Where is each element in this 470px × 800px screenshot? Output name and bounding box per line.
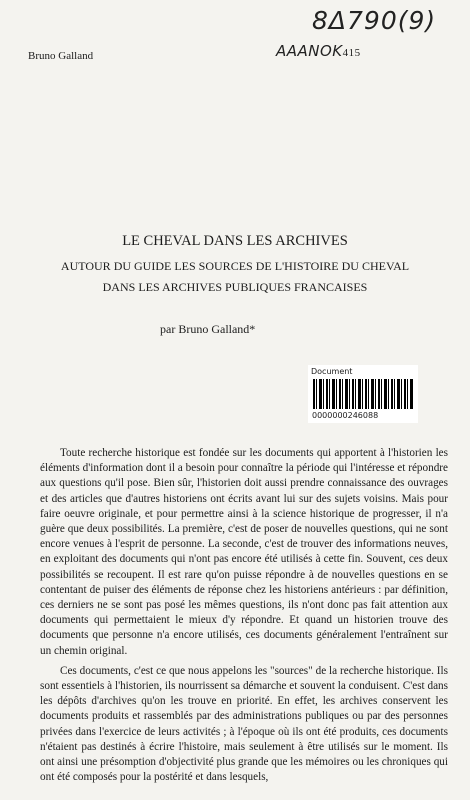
paragraph-2: Ces documents, c'est ce que nous appelons les "sources" de la recherche historique. Ils sont essentiels à l'historien, ils nourrissent sa démarche et souvent la conduisent. C'est dans les dépôts d'archives qu'on les trouve en priorité. En effet, les archives conservent les documents produits et rassemblés par des administrations publiques ou par des personnes privées dans l'exercice de leurs activités ; à l'époque où ils ont été produits, ces documents n'étaient pas destinés à écrire l'histoire, mais seulement à être utilisés sur le moment. Ils ont ainsi une présomption d'objectivité plus grande que les mémoires ou les chroniques qui ont été composés pour la postérité et dans lesquels, (40, 664, 448, 784)
article-body (40, 446, 448, 790)
handwritten-code-text: AAANOK (276, 42, 343, 60)
handwritten-code (276, 42, 361, 60)
barcode-sticker (308, 365, 418, 423)
paragraph-1: Toute recherche historique est fondée sur les documents qui apportent à l'historien les éléments d'information dont il a besoin pour connaître la période qui l'intéresse et répondre aux questions qu'il pose. Bien sûr, l'historien doit aussi prendre connaissance des ouvrages et des articles que d'autres historiens ont écrits avant lui sur des sujets voisins. Mais pour faire oeuvre originale, et pour permettre ainsi à la science historique de progresser, il n'a guère que deux possibilités. La première, c'est de poser de nouvelles questions, qui ne sont encore venues à l'esprit de personne. La seconde, c'est de trouver des informations neuves, en exploitant des documents qui n'ont pas encore été utilisés à cette fin. Souvent, ces deux possibilités se recoupent. Il est rare qu'on puisse répondre à de nouvelles questions en se contentant de puiser des éléments de réponse chez les historiens antérieurs : par définition, ces derniers ne se sont pas posé les mêmes questions, ils n'ont donc pas fait attention aux documents qui permettaient le mieux d'y répondre. Et quand un historien trouve des documents que personne n'a encore utilisés, ces documents généralement l'entraînent sur un chemin original. (40, 447, 448, 657)
byline: par Bruno Galland* (160, 322, 256, 336)
handwritten-call-number: 8Δ790(9) (312, 6, 437, 35)
barcode-label: Document (311, 367, 353, 376)
running-header-author: Bruno Galland (28, 50, 94, 62)
article-subtitle-line2: DANS LES ARCHIVES PUBLIQUES FRANCAISES (102, 280, 368, 294)
barcode-icon (313, 379, 413, 409)
page-number: 415 (342, 47, 361, 59)
barcode-number: 0000000246088 (312, 411, 379, 420)
article-subtitle-line1: AUTOUR DU GUIDE LES SOURCES DE L'HISTOIRE DU CHEVAL (60, 259, 410, 273)
article-title: LE CHEVAL DANS LES ARCHIVES (122, 233, 348, 249)
